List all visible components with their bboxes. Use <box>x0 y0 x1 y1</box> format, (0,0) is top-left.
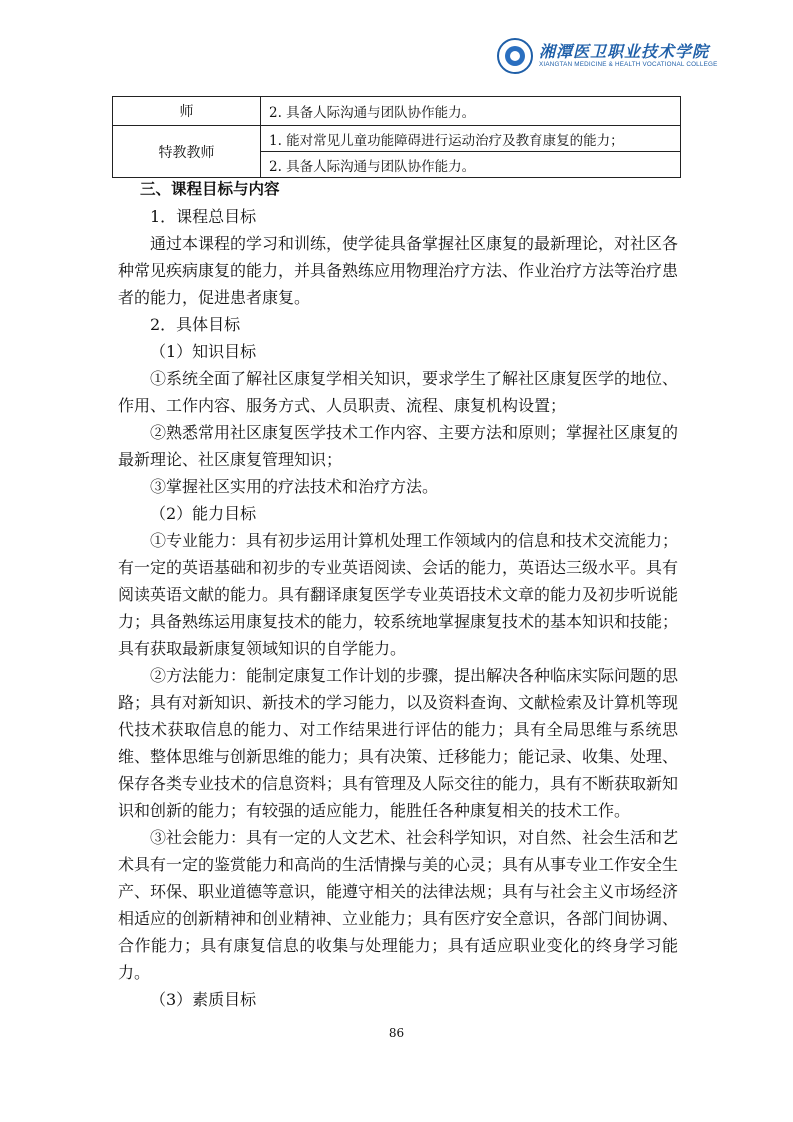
knowledge-item: ②熟悉常用社区康复医学技术工作内容、主要方法和原则；掌握社区康复的最新理论、社区康复管理知识； <box>118 423 679 469</box>
ability-item: ③社会能力：具有一定的人文艺术、社会科学知识，对自然、社会生活和艺术具有一定的鉴赏能力和高尚的生活情操与美的心灵；具有从事专业工作安全生产、环保、职业道德等意识，能遵守相关的法律法规；具有与社会主义市场经济相适应的创新精神和创业精神、立业能力；具有医疗安全意识，各部门间协调、合作能力；具有康复信息的收集与处理能力；具有适应职业变化的终身学习能力。 <box>118 828 679 982</box>
requirement-cell: 2. 具备人际沟通与团队协作能力。 <box>261 97 681 126</box>
subheading-overall-goal: 1．课程总目标 <box>150 207 257 226</box>
knowledge-item: ①系统全面了解社区康复学相关知识，要求学生了解社区康复医学的地位、作用、工作内容、服务方式、人员职责、流程、康复机构设置； <box>118 369 679 415</box>
body-text <box>118 176 678 1013</box>
college-name-cn: 湘潭医卫职业技术学院 <box>539 42 710 61</box>
ability-item: ②方法能力：能制定康复工作计划的步骤，提出解决各种临床实际问题的思路；具有对新知识、新技术的学习能力，以及资料查询、文献检索及计算机等现代技术获取信息的能力、对工作结果进行评估的能力；具有全局思维与系统思维、整体思维与创新思维的能力；具有决策、迁移能力；能记录、收集、处理、保存各类专业技术的信息资料；具有管理及人际交往的能力，具有不断获取新知识和创新的能力；有较强的适应能力，能胜任各种康复相关的技术工作。 <box>118 666 679 820</box>
section-heading: 三、课程目标与内容 <box>140 180 280 198</box>
college-name-en: XIANGTAN MEDICINE & HEALTH VOCATIONAL COLLEGE <box>539 61 718 68</box>
page-number: 86 <box>388 1026 405 1040</box>
college-seal-icon <box>497 38 533 74</box>
overall-goal-paragraph: 通过本课程的学习和训练，使学徒具备掌握社区康复的最新理论，对社区各种常见疾病康复的能力，并具备熟练应用物理治疗方法、作业治疗方法等治疗患者的能力，促进患者康复。 <box>118 234 679 307</box>
knowledge-item: ③掌握社区实用的疗法技术和治疗方法。 <box>150 477 439 496</box>
ability-item: ①专业能力：具有初步运用计算机处理工作领域内的信息和技术交流能力；有一定的英语基础和初步的专业英语阅读、会话的能力，英语达三级水平。具有阅读英语文献的能力。具有翻译康复医学专业英语技术文章的能力及初步听说能力；具备熟练运用康复技术的能力，较系统地掌握康复技术的基本知识和技能；具有获取最新康复领域知识的自学能力。 <box>118 531 679 658</box>
knowledge-goal-heading: （1）知识目标 <box>150 342 257 361</box>
requirement-cell: 2. 具备人际沟通与团队协作能力。 <box>261 152 681 178</box>
role-cell: 师 <box>113 97 261 126</box>
quality-goal-heading: （3）素质目标 <box>150 990 257 1009</box>
subheading-specific-goals: 2．具体目标 <box>150 315 241 334</box>
requirement-cell: 1. 能对常见儿童功能障碍进行运动治疗及教育康复的能力； <box>261 126 681 152</box>
ability-goal-heading: （2）能力目标 <box>150 504 257 523</box>
table-row <box>113 126 681 152</box>
role-cell: 特教教师 <box>113 126 261 178</box>
teacher-requirements-table <box>112 96 681 178</box>
college-logo <box>497 36 718 78</box>
table-row <box>113 97 681 126</box>
